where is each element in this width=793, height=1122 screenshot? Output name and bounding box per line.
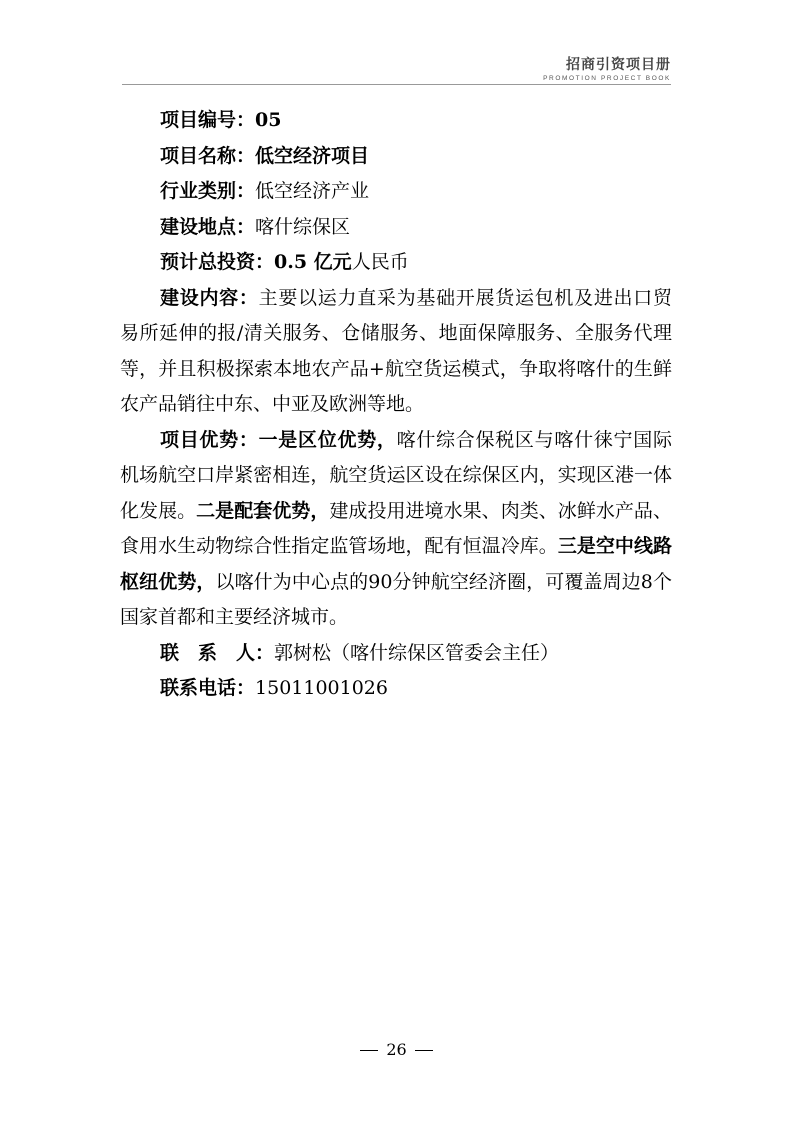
project-number-value: 05 xyxy=(255,109,282,131)
header-title-en: PROMOTION PROJECT BOOK xyxy=(543,75,671,82)
contact-person-row xyxy=(120,636,672,672)
header-divider xyxy=(122,84,671,85)
project-category-value: 低空经济产业 xyxy=(255,180,370,202)
contact-person-label: 联 系 人： xyxy=(160,641,275,664)
advantage-1-text: 喀什综合保税区与喀什徕宁国际机场航空口岸紧密相连，航空货运区设在综保区内，实现区港一体化发展。 xyxy=(120,428,672,522)
project-advantage-paragraph xyxy=(120,423,672,636)
header-title-cn: 招商引资项目册 xyxy=(566,57,671,73)
contact-person-value: 郭树松（喀什综保区管委会主任） xyxy=(274,641,560,664)
project-name-row xyxy=(120,139,672,175)
footer-dash-right xyxy=(415,1050,433,1051)
project-category-label: 行业类别： xyxy=(160,180,256,202)
project-investment-value: 0.5 亿元 xyxy=(274,251,352,273)
advantage-3-text: 以喀什为中心点的90分钟航空经济圈，可覆盖周边8个国家首都和主要经济城市。 xyxy=(120,570,672,628)
project-content xyxy=(120,103,672,707)
project-investment-row xyxy=(120,245,672,281)
advantage-1-title: 一是区位优势， xyxy=(258,428,397,451)
project-category-row xyxy=(120,174,672,210)
footer-dash-left xyxy=(360,1050,378,1051)
construction-content-label: 建设内容： xyxy=(160,286,259,309)
project-location-row xyxy=(120,210,672,246)
advantage-3-title: 三是空中线路枢纽优势， xyxy=(120,535,672,593)
advantage-2-title: 二是配套优势， xyxy=(196,499,330,522)
page-number: 26 xyxy=(386,1040,407,1059)
advantage-2-text: 建成投用进境水果、肉类、冰鲜水产品、食用水生动物综合性指定监管场地，配有恒温冷库。 xyxy=(120,499,672,557)
project-name-value: 低空经济项目 xyxy=(255,144,370,167)
project-number-label: 项目编号： xyxy=(160,109,256,131)
project-location-label: 建设地点： xyxy=(160,215,256,238)
project-investment-label: 预计总投资： xyxy=(160,251,275,273)
contact-phone-value: 15011001026 xyxy=(255,677,388,699)
project-investment-unit: 人民币 xyxy=(351,251,409,273)
page-footer xyxy=(0,1040,793,1059)
project-name-label: 项目名称： xyxy=(160,144,256,167)
contact-phone-row xyxy=(120,671,672,707)
project-number-row xyxy=(120,103,672,139)
construction-content-paragraph xyxy=(120,281,672,423)
project-advantage-label: 项目优势： xyxy=(160,428,259,451)
project-location-value: 喀什综保区 xyxy=(255,215,351,238)
contact-phone-label: 联系电话： xyxy=(160,677,256,699)
header-brand xyxy=(543,54,671,82)
construction-content-text: 主要以运力直采为基础开展货运包机及进出口贸易所延伸的报/清关服务、仓储服务、地面保障服务、全服务代理等，并且积极探索本地农产品+航空货运模式，争取将喀什的生鲜农产品销往中东、中亚及欧洲等地。 xyxy=(120,286,672,415)
